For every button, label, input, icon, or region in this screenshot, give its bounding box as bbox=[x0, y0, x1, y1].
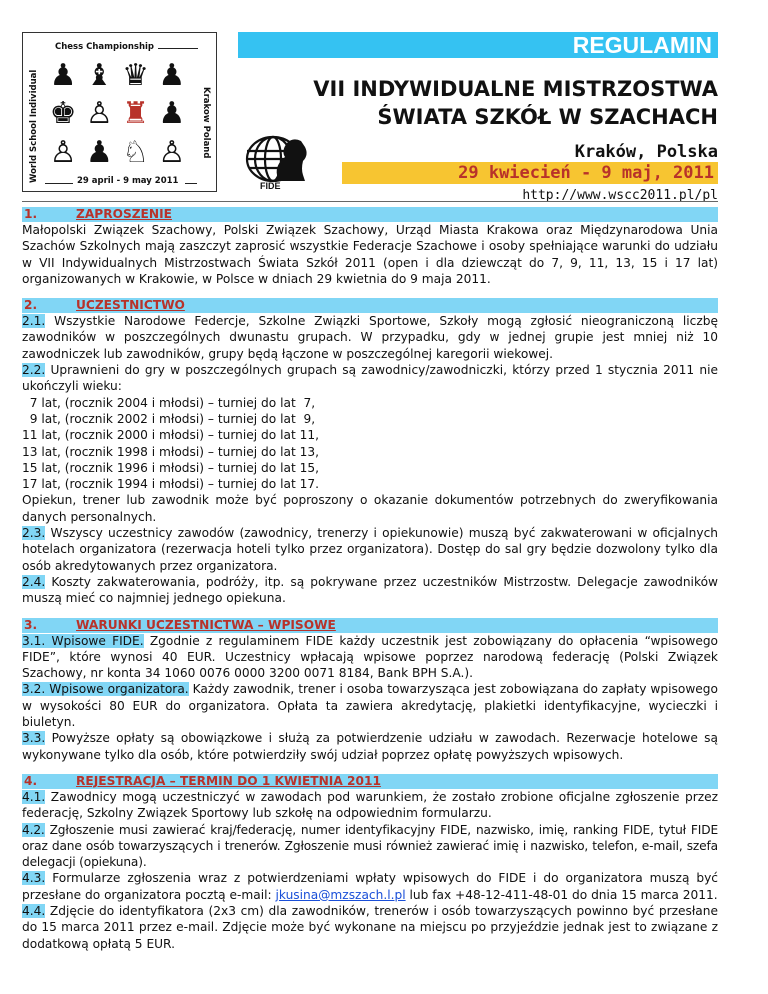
paragraph-2-2b: Opiekun, trener lub zawodnik może być poproszony o okazanie dokumentów potrzebnych do zweryfikowania danych personalnych. bbox=[22, 493, 718, 524]
clause-number: 2.3. bbox=[22, 526, 46, 541]
black-pawn-icon: ♟ bbox=[158, 58, 186, 93]
clause-number: 4.3. bbox=[22, 871, 46, 886]
clause-text: Zawodnicy mogą uczestniczyć w zawodach pod warunkiem, że zostało zrobione oficjalne zgłoszenie przez federację, Szkolny Związek Sportowy lub szkołę na odpowiednim formularzu. bbox=[22, 789, 718, 821]
paragraph-3-2 bbox=[22, 681, 718, 730]
black-pawn-icon: ♟ bbox=[158, 96, 186, 132]
list-item: 15 lat, (rocznik 1996 i młodsi) – turniej do lat 15, bbox=[22, 460, 319, 475]
section-number: 2. bbox=[24, 298, 38, 313]
clause-text: Uprawnieni do gry w poszczególnych grupach są zawodnicy/zawodniczki, którzy przed 1 stycznia 2011 nie ukończyli wieku: bbox=[22, 363, 718, 394]
title-line-1: VII INDYWIDUALNE MISTRZOSTWA bbox=[313, 77, 718, 101]
list-item: 17 lat, (rocznik 1994 i młodsi) – turniej do lat 17. bbox=[22, 477, 319, 492]
black-queen-icon: ♛ bbox=[122, 58, 150, 93]
paragraph-4-4 bbox=[22, 903, 718, 952]
section-heading-4 bbox=[22, 774, 718, 789]
clause-text: Powyższe opłaty są obowiązkowe i służą za potwierdzenie udziału w zawodach. Rezerwacje hotelowe są wykonywane tylko dla osób, które potwierdziły swój udział poprzez opłatę powyższych wpisowych. bbox=[22, 731, 718, 762]
clause-number: 2.4. bbox=[22, 574, 46, 589]
logo-dates: 29 april - 9 may 2011 bbox=[77, 176, 179, 186]
red-rook-icon: ♜ bbox=[122, 96, 150, 132]
paragraph-3-1 bbox=[22, 633, 718, 682]
clause-number: 4.4. bbox=[22, 903, 46, 918]
clause-text: Zgłoszenie musi zawierać kraj/federację, numer identyfikacyjny FIDE, nazwisko, imię, ranking FIDE, tytuł FIDE oraz dane osób towarzyszących i trenerów. Zgłoszenie musi również zawierać imię i nazwisko, telefon, e-mail, szefa delegacji (opiekuna). bbox=[22, 822, 718, 870]
list-item: 7 lat, (rocznik 2004 i młodsi) – turniej do lat 7, bbox=[22, 395, 316, 410]
championship-logo bbox=[22, 32, 217, 192]
section-heading-1 bbox=[22, 207, 718, 222]
clause-text: lub fax +48-12-411-48-01 do dnia 15 marca 2011. bbox=[405, 887, 718, 902]
logo-title-rule bbox=[158, 48, 198, 49]
clause-text: Wszyscy uczestnicy zawodów (zawodnicy, trenerzy i opiekunowie) muszą być zakwaterowani w oficjalnych hotelach organizatora (rezerwacja hoteli tylko przez organizatora). Dostęp do sal gry będzie dozwolony tylko dla osób akredytowanych przez organizatora. bbox=[22, 526, 718, 573]
clause-number: 3.3. bbox=[22, 731, 46, 746]
organizer-email-link[interactable]: jkusina@mzszach.l.pl bbox=[275, 887, 406, 902]
section-title: WARUNKI UCZESTNICTWA – WPISOWE bbox=[76, 617, 336, 632]
section-number: 1. bbox=[24, 207, 38, 221]
fide-label: FIDE bbox=[260, 181, 281, 191]
white-knight-icon: ♘ bbox=[122, 134, 150, 170]
clause-number: 2.2. bbox=[22, 363, 46, 378]
white-pawn-icon: ♙ bbox=[49, 134, 77, 170]
paragraph-2-3 bbox=[22, 525, 718, 574]
section-title: REJESTRACJA – TERMIN DO 1 KWIETNIA 2011 bbox=[76, 773, 381, 788]
clause-number: 4.2. bbox=[22, 822, 45, 837]
logo-vertical-right: Krakow Poland bbox=[201, 87, 211, 159]
clause-text: Każdy zawodnik, trener i osoba towarzysząca jest zobowiązana do zapłaty wpisowego w wysokości 80 EUR do organizatora. Opłata ta zawiera akredytację, plakietki identyfikacyjne, wycieczki i biuletyn. bbox=[22, 682, 718, 730]
section-heading-2 bbox=[22, 298, 718, 313]
clause-number: 3.1. Wpisowe FIDE. bbox=[22, 633, 144, 648]
paragraph-4-2 bbox=[22, 822, 718, 871]
clause-text: Wszystkie Narodowe Federcje, Szkolne Związki Sportowe, Szkoły mogą zgłosić nieograniczoną liczbę zawodników w poszczególnych dwunastu grupach. W przypadku, gdy w jednej grupie jest mniej niż 10 zawodniczek lub zawodników, grupy będą łączone w poszczególnej karegorii wiekowej. bbox=[22, 314, 718, 361]
clause-number: 2.1. bbox=[22, 314, 46, 329]
list-item: 11 lat, (rocznik 2000 i młodsi) – turniej do lat 11, bbox=[22, 428, 319, 443]
black-bishop-icon: ♝ bbox=[85, 58, 113, 93]
paragraph-2-2 bbox=[22, 362, 718, 395]
clause-number: 3.2. Wpisowe organizatora. bbox=[22, 682, 189, 697]
list-item: 9 lat, (rocznik 2002 i młodsi) – turniej do lat 9, bbox=[22, 411, 316, 426]
logo-vertical-left: World School Individual bbox=[29, 69, 39, 183]
paragraph-3-3 bbox=[22, 730, 718, 763]
logo-dates-rule-left bbox=[45, 183, 73, 184]
clause-text: Formularze zgłoszenia wraz z potwierdzeniami wpłaty wpisowych do FIDE i do organizatora muszą być przesłane do organizatora pocztą e-mail: bbox=[22, 871, 718, 902]
paragraph-4-1 bbox=[22, 789, 718, 822]
section-number: 4. bbox=[24, 773, 38, 788]
logo-dates-rule-right bbox=[185, 183, 197, 184]
clause-number: 4.1. bbox=[22, 789, 46, 804]
regulations-body bbox=[22, 207, 718, 952]
white-pawn-icon: ♙ bbox=[158, 134, 186, 170]
clause-text: Zgodnie z regulaminem FIDE każdy uczestnik jest zobowiązany do opłacenia “wpisowego FIDE”, które wynosi 40 EUR. Uczestnicy wpłacają wpisowe poprzez narodową federację (Polski Związek Szachowy, nr konta 34 1060 0076 0000 3200 0071 8184, Bank BPH S.A.). bbox=[22, 633, 719, 681]
paragraph-4-3 bbox=[22, 870, 718, 903]
clause-text: Zdjęcie do identyfikatora (2x3 cm) dla zawodników, trenerów i osób towarzyszących powinno być przesłane do 15 marca 2011 przez e-mail. Zdjęcie może być wykonane na miejscu po przyjeździe jednak jest to związane z dodatkową opłatą 5 EUR. bbox=[22, 903, 718, 951]
black-king-icon: ♚ bbox=[49, 96, 77, 132]
city-location: Kraków, Polska bbox=[574, 142, 718, 162]
title-line-2: ŚWIATA SZKÓŁ W SZACHACH bbox=[377, 105, 718, 129]
black-pawn-icon: ♟ bbox=[85, 134, 113, 170]
paragraph: Małopolski Związek Szachowy, Polski Związek Szachowy, Urząd Miasta Krakowa oraz Międzynarodowa Unia Szachów Szkolnych mają zaszczyt zaprosić wszystkie Federacje Szachowe i osoby spełniające warunki do udziału w VII Indywidualnych Mistrzostwach Świata Szkół 2011 (open i dla dziewcząt do 7, 9, 11, 13, 15 i 17 lat) organizowanych w Krakowie, w Polsce w dniach 29 kwietnia do 9 maja 2011. bbox=[22, 223, 718, 286]
paragraph-2-4 bbox=[22, 574, 718, 607]
event-dates-bar: 29 kwiecień - 9 maj, 2011 bbox=[342, 162, 718, 184]
clause-text: Koszty zakwaterowania, podróży, itp. są pokrywane przez uczestników Mistrzostw. Delegacje zawodników muszą mieć co najmniej jednego opiekuna. bbox=[22, 574, 718, 606]
header-divider bbox=[22, 201, 718, 202]
chess-pieces-grid bbox=[45, 57, 190, 172]
section-number: 3. bbox=[24, 617, 38, 632]
paragraph-2-1 bbox=[22, 313, 718, 362]
fide-logo-icon bbox=[243, 127, 315, 189]
event-url: http://www.wscc2011.pl/pl bbox=[522, 188, 718, 203]
regulamin-banner: REGULAMIN bbox=[238, 32, 718, 58]
age-list bbox=[22, 395, 718, 493]
section-heading-3 bbox=[22, 618, 718, 633]
logo-title: Chess Championship bbox=[55, 42, 155, 52]
section-title: UCZESTNICTWO bbox=[76, 298, 185, 313]
white-pawn-icon: ♙ bbox=[85, 96, 113, 132]
section-title: ZAPROSZENIE bbox=[76, 207, 172, 221]
black-pawn-icon: ♟ bbox=[49, 58, 77, 93]
list-item: 13 lat, (rocznik 1998 i młodsi) – turniej do lat 13, bbox=[22, 444, 319, 459]
